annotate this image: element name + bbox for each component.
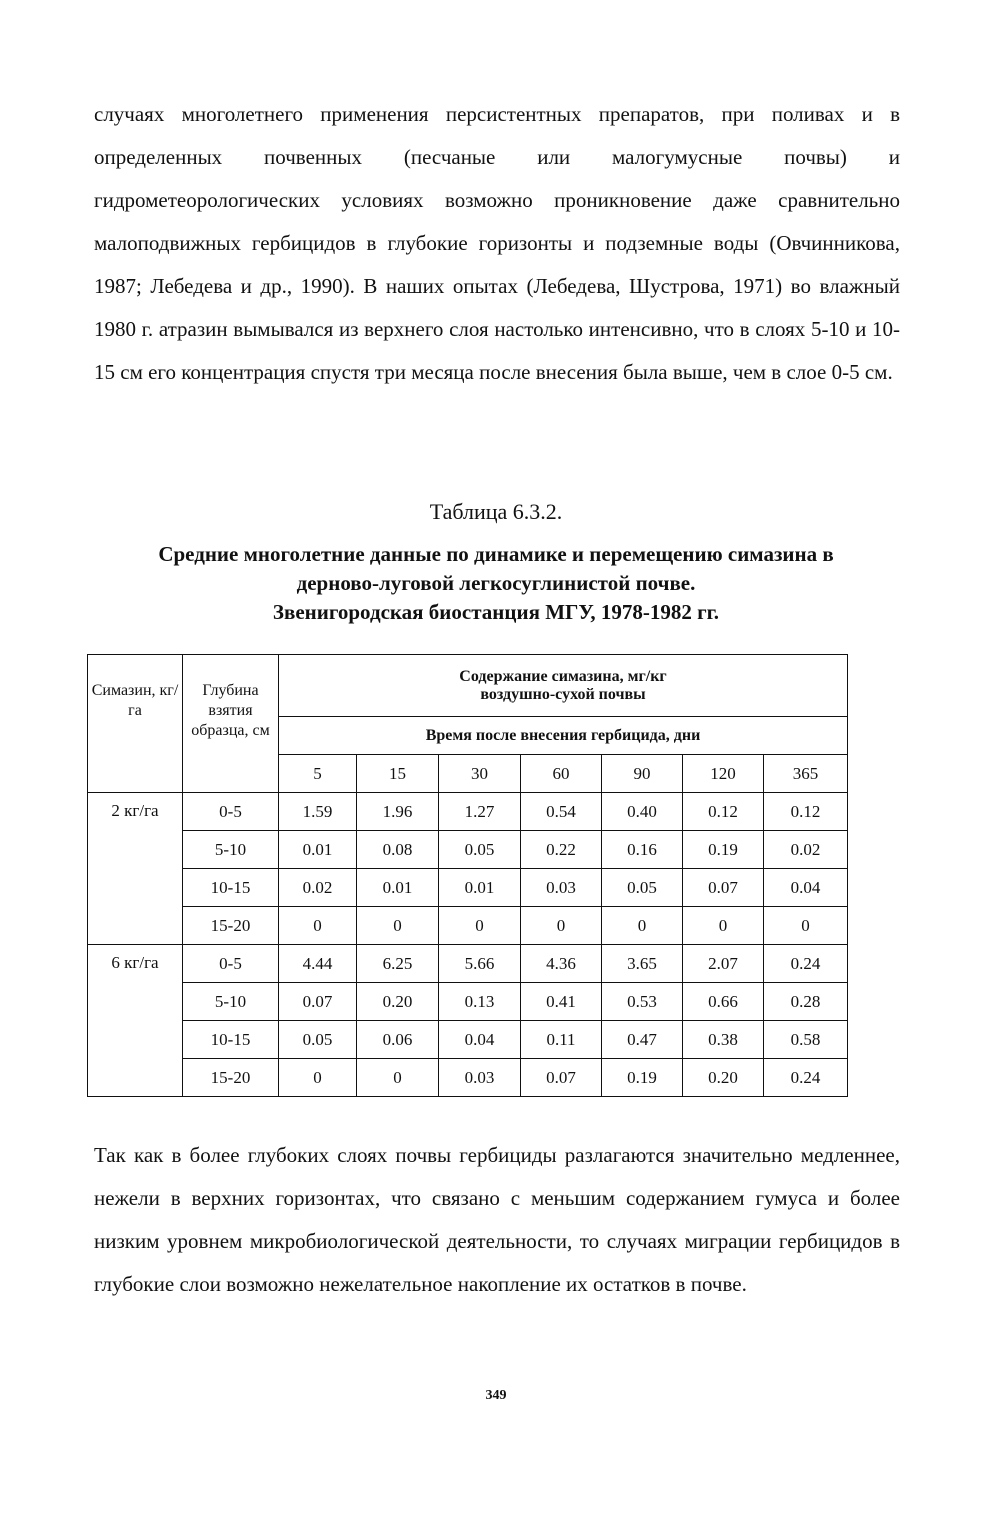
table-row	[88, 907, 848, 945]
table-title-line: дерново-луговой легкосуглинистой почве.	[296, 571, 696, 595]
value-cell: 1.96	[357, 793, 439, 831]
value-cell: 0.08	[357, 831, 439, 869]
value-cell: 0	[357, 907, 439, 945]
value-cell: 5.66	[439, 945, 521, 983]
day-header: 5	[279, 755, 357, 793]
value-cell: 0.19	[602, 1059, 683, 1097]
depth-cell: 15-20	[183, 907, 279, 945]
day-header: 120	[683, 755, 764, 793]
simazine-table	[87, 654, 848, 1097]
value-cell: 0.05	[439, 831, 521, 869]
value-cell: 0.22	[521, 831, 602, 869]
day-header: 90	[602, 755, 683, 793]
value-cell: 0	[521, 907, 602, 945]
table-row	[88, 945, 848, 983]
time-header: Время после внесения гербицида, дни	[279, 717, 848, 755]
value-cell: 3.65	[602, 945, 683, 983]
day-header: 15	[357, 755, 439, 793]
value-cell: 6.25	[357, 945, 439, 983]
value-cell: 0.07	[521, 1059, 602, 1097]
value-cell: 0	[602, 907, 683, 945]
value-cell: 0.66	[683, 983, 764, 1021]
depth-cell: 0-5	[183, 793, 279, 831]
table-row	[88, 793, 848, 831]
value-cell: 0.47	[602, 1021, 683, 1059]
value-cell: 0.02	[764, 831, 848, 869]
table-row	[88, 831, 848, 869]
value-cell: 0.04	[439, 1021, 521, 1059]
value-cell: 0.05	[279, 1021, 357, 1059]
paragraph-bottom: Так как в более глубоких слоях почвы гербициды разлагаются значительно медленнее, нежели в верхних горизонтах, что связано с меньшим содержанием гумуса и более низким уровнем микробиологической деятельности, то случаях миграции гербицидов в глубокие слои возможно нежелательное накопление их остатков в почве.	[94, 1143, 900, 1296]
day-header: 30	[439, 755, 521, 793]
value-cell: 1.27	[439, 793, 521, 831]
value-cell: 0.04	[764, 869, 848, 907]
table-title	[60, 540, 932, 627]
depth-cell: 10-15	[183, 869, 279, 907]
depth-cell: 10-15	[183, 1021, 279, 1059]
value-cell: 0.53	[602, 983, 683, 1021]
content-header: Содержание симазина, мг/кг воздушно-сухой почвы	[279, 655, 848, 717]
value-cell: 0.28	[764, 983, 848, 1021]
value-cell: 0.01	[279, 831, 357, 869]
value-cell: 0.07	[279, 983, 357, 1021]
value-cell: 0.41	[521, 983, 602, 1021]
value-cell: 0.19	[683, 831, 764, 869]
depth-cell: 15-20	[183, 1059, 279, 1097]
value-cell: 2.07	[683, 945, 764, 983]
depth-cell: 0-5	[183, 945, 279, 983]
value-cell: 0.03	[521, 869, 602, 907]
table-row	[88, 983, 848, 1021]
value-cell: 0	[764, 907, 848, 945]
value-cell: 0	[357, 1059, 439, 1097]
value-cell: 0.05	[602, 869, 683, 907]
value-cell: 0.24	[764, 1059, 848, 1097]
value-cell: 0.38	[683, 1021, 764, 1059]
value-cell: 0.40	[602, 793, 683, 831]
dose-cell: 2 кг/га	[88, 793, 183, 945]
value-cell: 1.59	[279, 793, 357, 831]
paragraph-top: случаях многолетнего применения персистентных препаратов, при поливах и в определенных почвенных (песчаные или малогумусные почвы) и гидрометеорологических условиях возможно проникновение даже сравнительно малоподвижных гербицидов в глубокие горизонты и подземные воды (Овчинникова, 1987; Лебедева и др., 1990). В наших опытах (Лебедева, Шустрова, 1971) во влажный 1980 г. атразин вымывался из верхнего слоя настолько интенсивно, что в слоях 5-10 и 10-15 см его концентрация спустя три месяца после внесения была выше, чем в слое 0-5 см.	[94, 102, 900, 384]
table-title-line: Средние многолетние данные по динамике и перемещению симазина в	[158, 542, 834, 566]
value-cell: 0	[683, 907, 764, 945]
value-cell: 0.07	[683, 869, 764, 907]
value-cell: 0.20	[683, 1059, 764, 1097]
table-row	[88, 1021, 848, 1059]
value-cell: 0.54	[521, 793, 602, 831]
value-cell: 0.58	[764, 1021, 848, 1059]
table-title-line: Звенигородская биостанция МГУ, 1978-1982 гг.	[272, 600, 720, 624]
page-number: 349	[485, 1388, 507, 1403]
table-number: Таблица 6.3.2.	[429, 499, 563, 524]
depth-cell: 5-10	[183, 983, 279, 1021]
value-cell: 0.11	[521, 1021, 602, 1059]
depth-cell: 5-10	[183, 831, 279, 869]
value-cell: 0.24	[764, 945, 848, 983]
table-row	[88, 1059, 848, 1097]
value-cell: 0.12	[683, 793, 764, 831]
value-cell: 0.01	[439, 869, 521, 907]
day-header: 60	[521, 755, 602, 793]
value-cell: 0	[279, 1059, 357, 1097]
dose-cell: 6 кг/га	[88, 945, 183, 1097]
value-cell: 0.12	[764, 793, 848, 831]
value-cell: 0.13	[439, 983, 521, 1021]
value-cell: 4.36	[521, 945, 602, 983]
value-cell: 0.20	[357, 983, 439, 1021]
value-cell: 0.03	[439, 1059, 521, 1097]
value-cell: 0.01	[357, 869, 439, 907]
table-row	[88, 869, 848, 907]
value-cell: 0	[279, 907, 357, 945]
value-cell: 0.02	[279, 869, 357, 907]
day-header: 365	[764, 755, 848, 793]
col-header-dose: Симазин, кг/га	[88, 655, 183, 793]
value-cell: 0.16	[602, 831, 683, 869]
value-cell: 4.44	[279, 945, 357, 983]
col-header-depth: Глубина взятия образца, см	[183, 655, 279, 793]
value-cell: 0	[439, 907, 521, 945]
value-cell: 0.06	[357, 1021, 439, 1059]
